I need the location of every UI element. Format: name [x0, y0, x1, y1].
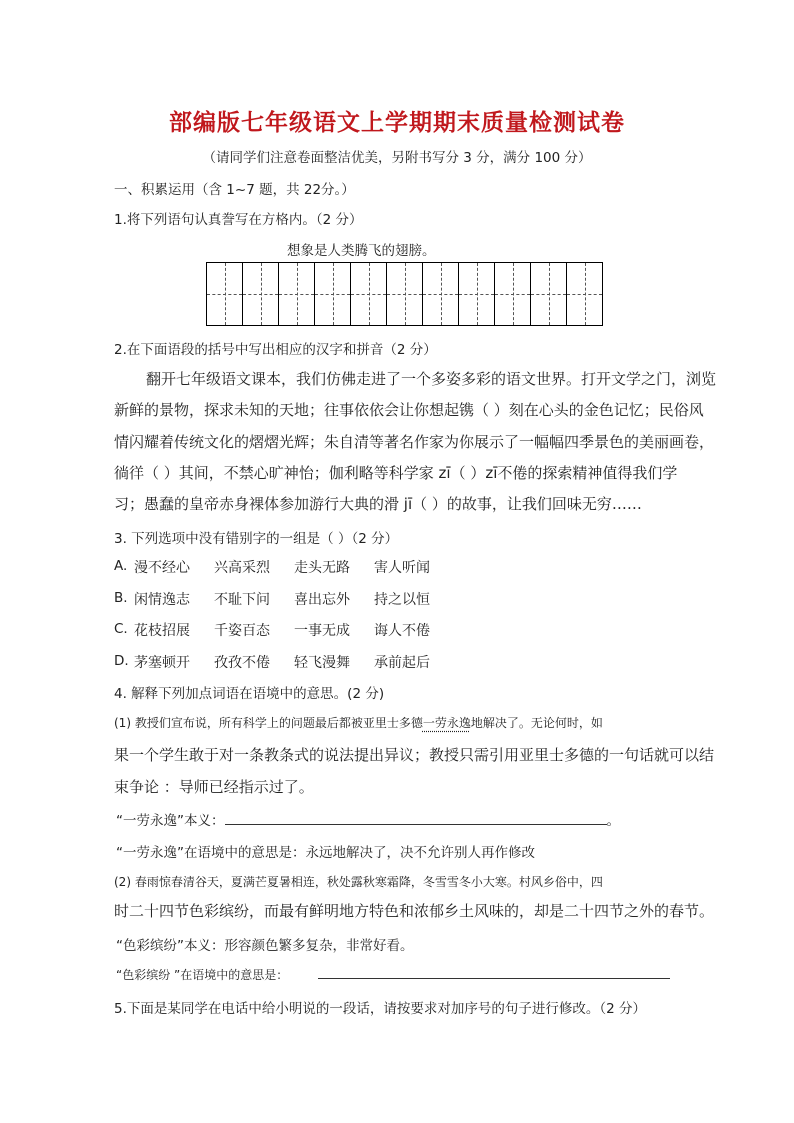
option-d-letter[interactable]: D.	[114, 653, 129, 669]
q4d-prompt	[116, 966, 288, 983]
q4a-label: “一劳永逸”本义：	[116, 813, 225, 829]
paragraph-line: 新鲜的景物，探求未知的天地；往事依依会让你想起镌（ ）刻在心头的金色记忆；民俗风	[114, 401, 704, 419]
option-d-word: 承前起后	[374, 655, 430, 671]
q4a-end: 。	[606, 813, 620, 829]
option-d-word: 孜孜不倦	[214, 655, 270, 671]
grid-cell[interactable]	[350, 262, 387, 326]
grid-cell[interactable]	[278, 262, 315, 326]
dotted-term: 一劳永逸	[422, 716, 471, 730]
option-d-word: 轻飞漫舞	[294, 655, 350, 671]
grid-cell[interactable]	[458, 262, 495, 326]
option-b-word: 喜出忘外	[294, 592, 350, 608]
passage-1-line: 果一个学生敢于对一条教条式的说法提出异议；教授只需引用亚里士多德的一句话就可以结	[114, 746, 715, 764]
passage-1-text: 地解决了。无论何时，如	[470, 716, 603, 730]
option-a-word: 漫不经心	[134, 560, 190, 576]
exam-instructions: （请同学们注意卷面整洁优美，另附书写分 3 分，满分 100 分）	[202, 150, 592, 166]
question-2-prompt: 2.在下面语段的括号中写出相应的汉字和拼音（2 分）	[114, 342, 437, 358]
paragraph-line: 习；愚蠢的皇帝赤身裸体参加游行大典的滑 jī（ ）的故事，让我们回味无穷……	[114, 495, 642, 513]
question-1-sentence: 想象是人类腾飞的翅膀。	[287, 243, 436, 259]
option-a-word: 害人听闻	[374, 560, 430, 576]
question-4-prompt: 4. 解释下列加点词语在语境中的意思。(2 分)	[114, 686, 385, 702]
answer-blank[interactable]	[225, 810, 607, 825]
passage-1-line: 束争论 ：导师已经指示过了。	[114, 778, 314, 796]
option-b-word: 持之以恒	[374, 592, 430, 608]
q4a-prompt	[116, 809, 620, 829]
section-heading: 一、积累运用（含 1~7 题，共 22分。）	[114, 182, 355, 198]
grid-cell[interactable]	[386, 262, 423, 326]
passage-1-line	[114, 714, 603, 731]
option-a-word: 兴高采烈	[214, 560, 270, 576]
paragraph-line: 徜徉（ ）其间，不禁心旷神怡；伽利略等科学家 zī（ ）zī不倦的探索精神值得我们学	[114, 464, 678, 482]
writing-grid[interactable]	[206, 262, 603, 326]
question-5-prompt: 5.下面是某同学在电话中给小明说的一段话，请按要求对加序号的句子进行修改。（2 分）	[114, 1001, 647, 1017]
q4c-answer: “色彩缤纷”本义：形容颜色繁多复杂，非常好看。	[116, 938, 414, 954]
grid-cell[interactable]	[314, 262, 351, 326]
page-title: 部编版七年级语文上学期期末质量检测试卷	[169, 109, 625, 136]
grid-cell[interactable]	[242, 262, 279, 326]
q4b-answer: “一劳永逸”在语境中的意思是：永远地解决了，决不允许别人再作修改	[116, 845, 535, 861]
option-a-letter[interactable]: A.	[114, 558, 128, 574]
question-1-prompt: 1.将下列语句认真誊写在方格内。（2 分）	[114, 212, 363, 228]
paragraph-line: 情闪耀着传统文化的熠熠光辉；朱自清等著名作家为你展示了一幅幅四季景色的美丽画卷，	[114, 433, 715, 451]
grid-cell[interactable]	[422, 262, 459, 326]
grid-cell[interactable]	[494, 262, 531, 326]
grid-cell[interactable]	[206, 262, 243, 326]
grid-cell[interactable]	[566, 262, 603, 326]
answer-blank[interactable]	[318, 965, 670, 979]
passage-1-text: (1) 教授们宣布说，所有科学上的问题最后都被亚里士多德	[114, 716, 423, 730]
option-c-word: 一事无成	[294, 623, 350, 639]
option-c-word: 花枝招展	[134, 623, 190, 639]
option-c-word: 诲人不倦	[374, 623, 430, 639]
q4d-label: “色彩缤纷 ”在语境中的意思是：	[116, 968, 289, 982]
passage-2-line: 时二十四节色彩缤纷，而最有鲜明地方特色和浓郁乡土风味的，却是二十四节之外的春节。	[114, 902, 715, 920]
option-b-word: 闲情逸志	[134, 592, 190, 608]
option-b-letter[interactable]: B.	[114, 590, 128, 606]
question-3-prompt: 3. 下列选项中没有错别字的一组是（ ）（2 分）	[114, 531, 399, 547]
passage-2-line: (2) 春雨惊春清谷天，夏满芒夏暑相连，秋处露秋寒霜降，冬雪雪冬小大寒。村风乡俗中，四	[114, 875, 603, 889]
option-a-word: 走头无路	[294, 560, 350, 576]
option-c-letter[interactable]: C.	[114, 621, 128, 637]
paragraph-line: 翻开七年级语文课本，我们仿佛走进了一个多姿多彩的语文世界。打开文学之门，浏览	[146, 370, 717, 388]
option-b-word: 不耻下问	[214, 592, 270, 608]
grid-cell[interactable]	[530, 262, 567, 326]
option-d-word: 茅塞顿开	[134, 655, 190, 671]
option-c-word: 千姿百态	[214, 623, 270, 639]
